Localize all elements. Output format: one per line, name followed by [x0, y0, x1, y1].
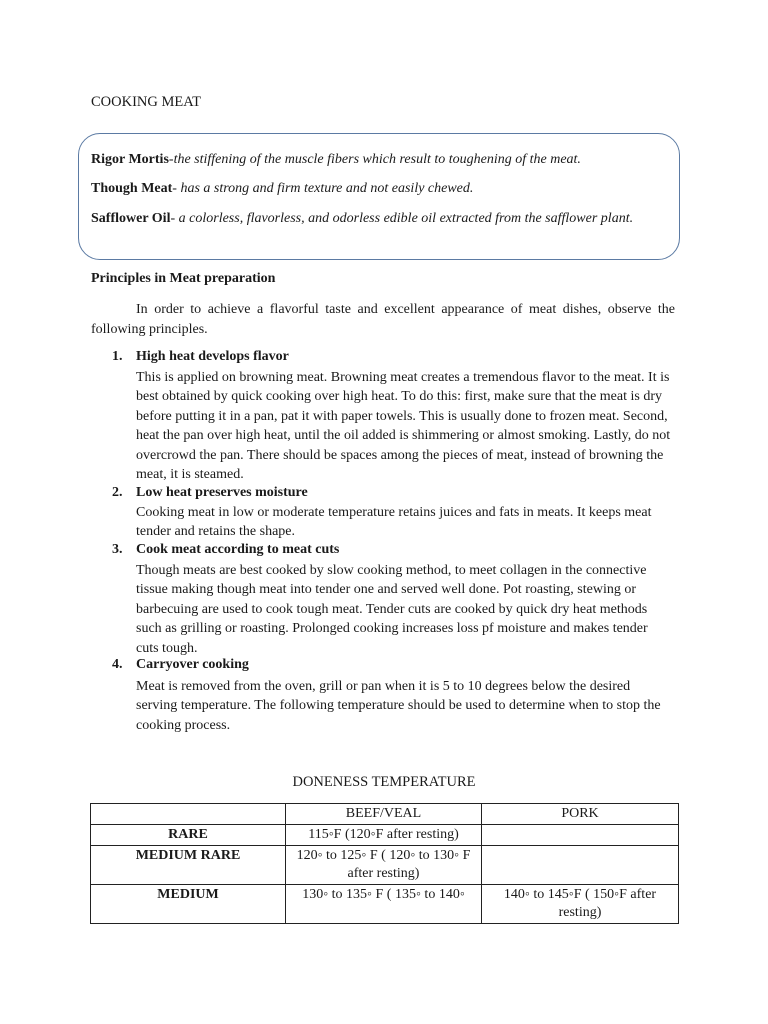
- definition-text: has a strong and firm texture and not easily chewed.: [180, 181, 474, 196]
- beef-veal-cell: 120◦ to 125◦ F ( 120◦ to 130◦ F after resting): [286, 846, 482, 885]
- principle-title: Carryover cooking: [136, 657, 249, 672]
- table-header-cell: PORK: [482, 804, 679, 825]
- table-header-cell: BEEF/VEAL: [286, 804, 482, 825]
- section-heading: Principles in Meat preparation: [91, 271, 276, 286]
- table-title: DONENESS TEMPERATURE: [292, 774, 476, 790]
- principle-number: 2.: [112, 485, 123, 500]
- definition-rigor-mortis: [91, 152, 581, 168]
- definition-separator: -: [168, 152, 174, 167]
- pork-cell: [482, 825, 679, 846]
- definition-term: Though Meat: [91, 181, 173, 196]
- principle-title: High heat develops flavor: [136, 349, 289, 364]
- table-row: [91, 825, 679, 846]
- principle-body: This is applied on browning meat. Browning meat creates a tremendous flavor to the meat. It is best obtained by quick cooking over high heat. To do this: first, make sure that the meat is dry before putting it in a pan, pat it with paper towels. This is usually done to frozen meat. Second, heat the pan over high heat, until the oil added is shimmering or almost smoking. Lastly, do not overcrowd the pan. There should be spaces among the pieces of meat, instead of browning the meat, it is steamed.: [136, 370, 671, 483]
- definition-separator: -: [170, 211, 179, 226]
- definition-term: Rigor Mortis: [91, 152, 169, 167]
- beef-veal-cell: 115◦F (120◦F after resting): [286, 825, 482, 846]
- table-row: [91, 885, 679, 924]
- principle-title: Cook meat according to meat cuts: [136, 542, 340, 557]
- intro-paragraph: In order to achieve a flavorful taste and excellent appearance of meat dishes, observe the following principles.: [91, 302, 675, 337]
- principle-body: Though meats are best cooked by slow cooking method, to meet collagen in the connective tissue making though meat into tender one and served well done. Pot roasting, stewing or barbecuing are used to cook tough meat. Tender cuts are cooked by quick dry heat methods such as grilling or roasting. Prolonged cooking increases loss pf moisture and makes tender cuts tough.: [136, 563, 648, 656]
- definition-text: a colorless, flavorless, and odorless edible oil extracted from the safflower plant.: [178, 211, 634, 226]
- pork-cell: [482, 846, 679, 885]
- principle-body: Meat is removed from the oven, grill or pan when it is 5 to 10 degrees below the desired serving temperature. The following temperature should be used to determine when to stop the cooking process.: [136, 679, 661, 733]
- doneness-table: [90, 803, 679, 924]
- principle-title: Low heat preserves moisture: [136, 485, 308, 500]
- definition-separator: -: [172, 181, 181, 196]
- definition-text: the stiffening of the muscle fibers which result to toughening of the meat.: [173, 152, 581, 167]
- doneness-label: MEDIUM RARE: [91, 846, 286, 885]
- page-title: COOKING MEAT: [91, 94, 201, 110]
- doneness-label: MEDIUM: [91, 885, 286, 924]
- table-header-row: [91, 804, 679, 825]
- pork-cell: 140◦ to 145◦F ( 150◦F after resting): [482, 885, 679, 924]
- doneness-label: RARE: [91, 825, 286, 846]
- definition-term: Safflower Oil: [91, 211, 171, 226]
- principle-number: 1.: [112, 349, 123, 364]
- beef-veal-cell: 130◦ to 135◦ F ( 135◦ to 140◦: [286, 885, 482, 924]
- definition-though-meat: [91, 181, 473, 197]
- table-row: [91, 846, 679, 885]
- table-header-cell: [91, 804, 286, 825]
- definition-safflower-oil: [91, 211, 633, 227]
- principle-number: 3.: [112, 542, 123, 557]
- principle-number: 4.: [112, 657, 123, 672]
- principle-body: Cooking meat in low or moderate temperature retains juices and fats in meats. It keeps meat tender and retains the shape.: [136, 505, 652, 540]
